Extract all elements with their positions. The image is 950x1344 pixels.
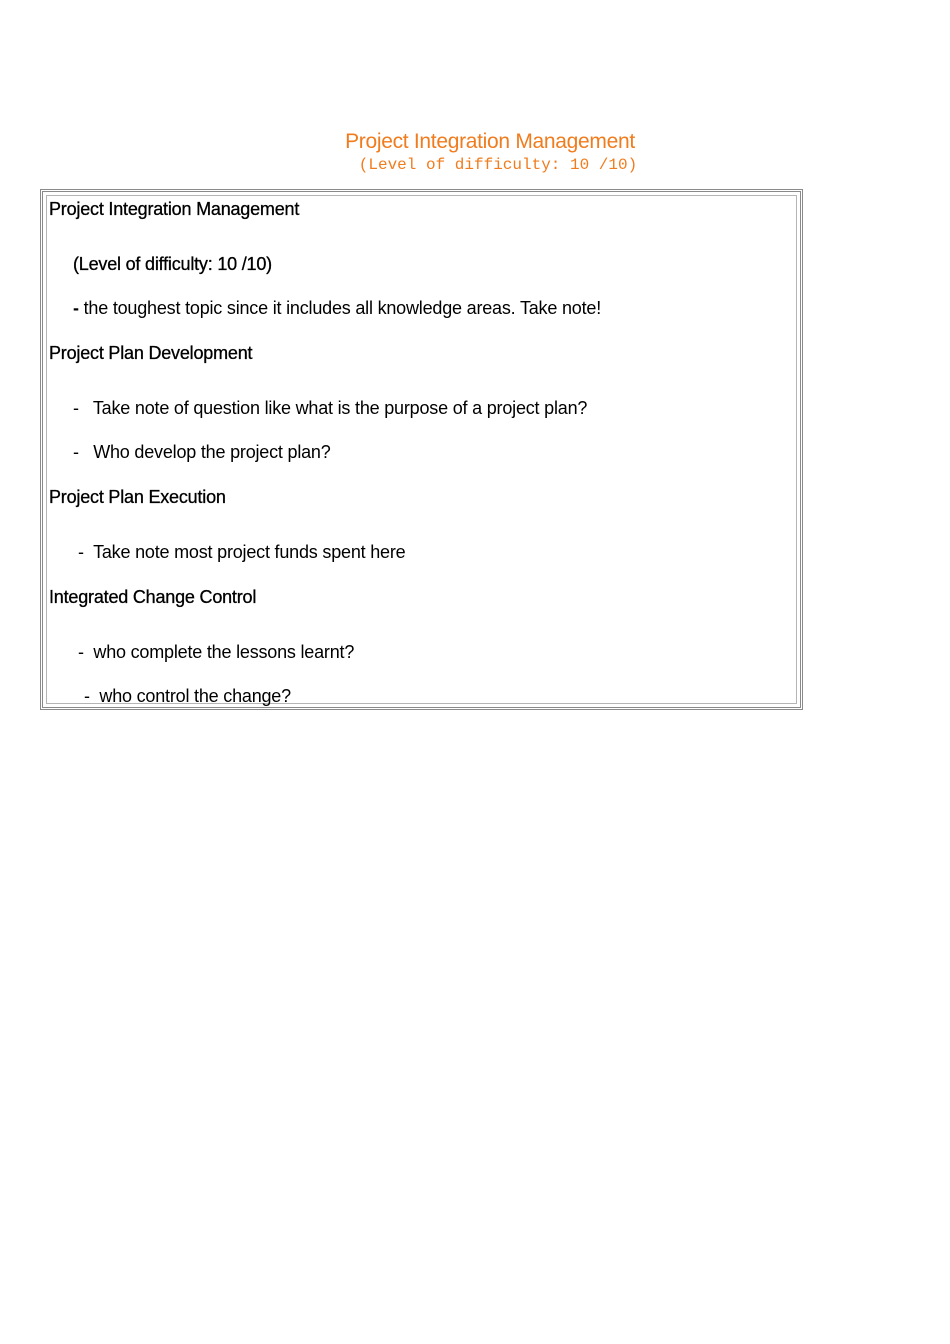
list-item: - Who develop the project plan?	[73, 442, 331, 462]
section-heading-change-control: Integrated Change Control	[49, 587, 257, 607]
list-item: - who complete the lessons learnt?	[78, 642, 355, 662]
box-heading-main: Project Integration Management	[49, 199, 300, 219]
intro-line	[73, 297, 601, 319]
section-heading-plan-execution: Project Plan Execution	[49, 487, 226, 507]
section-heading-plan-development: Project Plan Development	[49, 343, 253, 363]
intro-dash: -	[73, 298, 79, 318]
page-subtitle: (Level of difficulty: 10 /10)	[358, 156, 638, 174]
content-box	[40, 189, 803, 710]
list-item: - Take note of question like what is the purpose of a project plan?	[73, 398, 588, 418]
difficulty-label: (Level of difficulty: 10 /10)	[73, 254, 272, 274]
list-item: - who control the change?	[84, 686, 291, 706]
list-item: - Take note most project funds spent here	[78, 542, 406, 562]
intro-text: the toughest topic since it includes all knowledge areas. Take note!	[78, 298, 601, 318]
page-title: Project Integration Management	[345, 130, 635, 153]
